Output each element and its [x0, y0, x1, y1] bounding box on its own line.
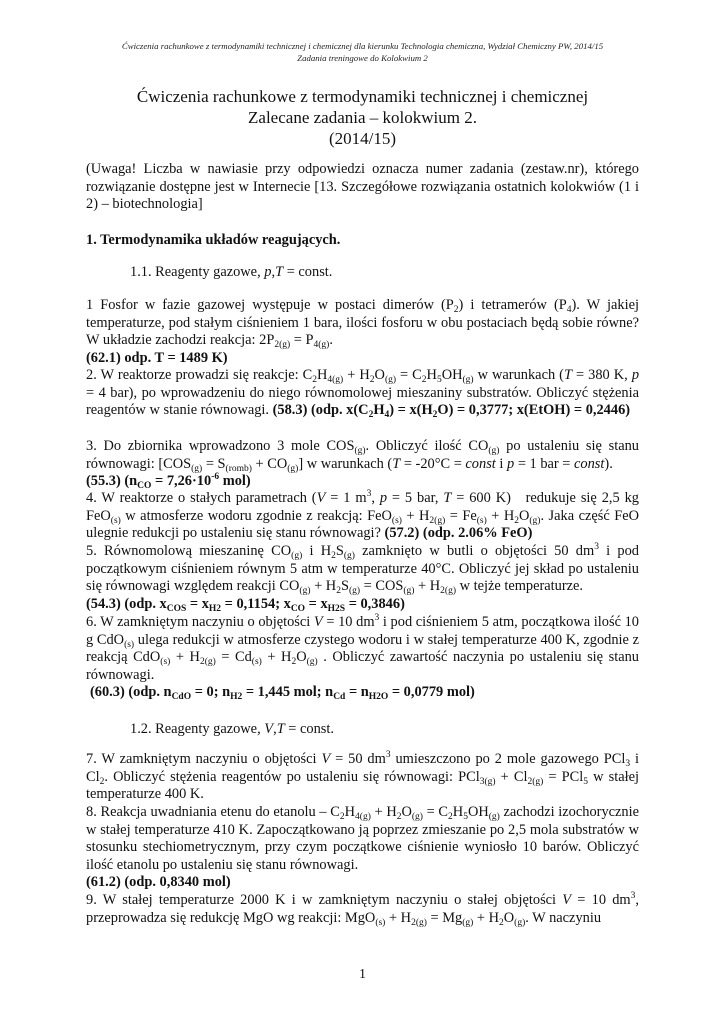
header-line-2: Zadania treningowe do Kolokwium 2 — [297, 53, 428, 63]
header-line-1: Ćwiczenia rachunkowe z termodynamiki technicznej i chemicznej dla kierunku Technologia chemiczna, Wydział Chemiczny PW, 2014/15 — [121, 41, 604, 51]
page-number: 1 — [359, 967, 366, 982]
running-header — [60, 40, 665, 64]
title-line-2: Zalecane zadania – kolokwium 2. — [248, 108, 477, 127]
problem-6: 6. W zamkniętym naczyniu o objętości V = 10 $dm^3$ i pod ciśnieniem 5 atm, początkowa ilość 10 g CdO$_{(s)}$ ulega redukcji w atmosferze czystego wodoru i w stałej temperaturze 400 K, zgodnie z reakcją $CdO_{(s)} + H_{2(g)} = Cd_{(s)} + H_2O_{(g)}$ . Obliczyć zawartość naczynia po ustaleniu się stanu równowagi. (60.3) (odp. $n_{CdO} = 0$; $n_{H2} = 1,445$ mol; $n_{Cd} = n_{H2O} = 0,0779$ mol) — [86, 613, 639, 703]
subsection-heading-1-2: 1.2. Reagenty gazowe, V,T = const. — [130, 721, 334, 737]
section-heading: 1. Termodynamika układów reagujących. — [86, 232, 341, 248]
problem-4: 4. W reaktorze o stałych parametrach (V = 1 $m^3$, p = 5 bar, T = 600 K) redukuje się 2,5 kg FeO$_{(s)}$ w atmosferze wodoru zgodnie z reakcją: $FeO_{(s)} + H_{2(g)} = Fe_{(s)} + H_2O_{(g)}$. Jaka część FeO ulegnie redukcji po ustaleniu się stanu równowagi? (57.2) (odp. 2.06% FeO) — [86, 489, 639, 542]
problem-8: 8. Reakcja uwadniania etenu do etanolu – $C_2H_{4(g)} + H_2O_{(g)} = C_2H_5OH_{(g)}$ zachodzi izochorycznie w stałej temperaturze 410 K. Zapoczątkowano ją poprzez zmieszanie po 2,5 mola substratów w stosunku stechiometrycznym, przy czym początkowe ciśnienie wyniosło 10 barów. Obliczyć ilość etanolu po ustaleniu się stanu równowagi. (61.2) (odp. 0,8340 mol) — [86, 804, 639, 891]
problem-9: 9. W stałej temperaturze 2000 K i w zamkniętym naczyniu o stałej objętości V = 10 $dm^3$, przeprowadza się redukcję MgO wg reakcji: $MgO_{(s)} + H_{2(g)} = Mg_{(g)} + H_2O_{(g)}$. W naczyniu — [86, 891, 639, 928]
subsection-heading-1-1: 1.1. Reagenty gazowe, p,T = const. — [130, 264, 333, 280]
problem-7: 7. W zamkniętym naczyniu o objętości V = 50 $dm^3$ umieszczono po 2 mole gazowego PCl$_3$ i $Cl_2$. Obliczyć stężenia reagentów po ustaleniu się równowagi: $PCl_{3(g)} + Cl_{2(g)} = PCl_5$ w stałej temperaturze 400 K. — [86, 750, 639, 803]
document-title — [60, 86, 665, 149]
problem-3: 3. Do zbiornika wprowadzono 3 mole $COS_{(g)}$. Obliczyć ilość $CO_{(g)}$ po ustaleniu się stanu równowagi: $[COS_{(g)} = S_{(romb)} + CO_{(g)}]$ w warunkach (T = -20°C = const i p = 1 bar = const). (55.3) ($n_{CO} = 7,26\cdot 10^{-6}$ mol) — [86, 438, 639, 492]
answer-1: (62.1) odp. T = 1489 K) — [86, 350, 228, 366]
problem-2: 2. W reaktorze prowadzi się reakcje: $C_2H_{4(g)} + H_2O_{(g)} = C_2H_5OH_{(g)}$ w warunkach (T = 380 K, p = 4 bar), po wprowadzeniu do niego równomolowej mieszaniny substratów. Obliczyć stężenia reagentów w stanie równowagi. (58.3) (odp. $x(C_2H_4) = x(H_2O) = 0,3777$; x(EtOH) = 0,2446) — [86, 367, 640, 421]
title-line-3: (2014/15) — [328, 129, 397, 148]
note-paragraph: (Uwaga! Liczba w nawiasie przy odpowiedzi oznacza numer zadania (zestaw.nr), którego rozwiązanie dostępne jest w Internecie [13. Szczegółowe rozwiązania ostatnich kolokwiów (1 i 2) – biotechnologia] — [86, 161, 639, 213]
problem-5: 5. Równomolową mieszaninę $CO_{(g)}$ i $H_2S_{(g)}$ zamknięto w butli o objętości 50 $dm^3$ i pod początkowym ciśnieniem równym 5 atm w temperaturze 40°C. Obliczyć jej skład po ustaleniu się równowagi względem reakcji $CO_{(g)} + H_2S_{(g)} = COS_{(g)} + H_{2(g)}$ w tejże temperaturze. (54.3) (odp. $x_{COS} = x_{H2} = 0,1154$; $x_{CO} = x_{H2S} = 0,3846$) — [86, 542, 639, 614]
title-line-1: Ćwiczenia rachunkowe z termodynamiki technicznej i chemicznej — [136, 87, 589, 106]
problem-1: 1 Fosfor w fazie gazowej występuje w postaci dimerów $(P_2)$ i tetramerów $(P_4)$. W jakiej temperaturze, pod stałym ciśnieniem 1 bara, ilości fosforu w obu postaciach będą sobie równe? W układzie zachodzi reakcja: $2P_{2(g)} = P_{4(g)}$. — [86, 297, 639, 351]
